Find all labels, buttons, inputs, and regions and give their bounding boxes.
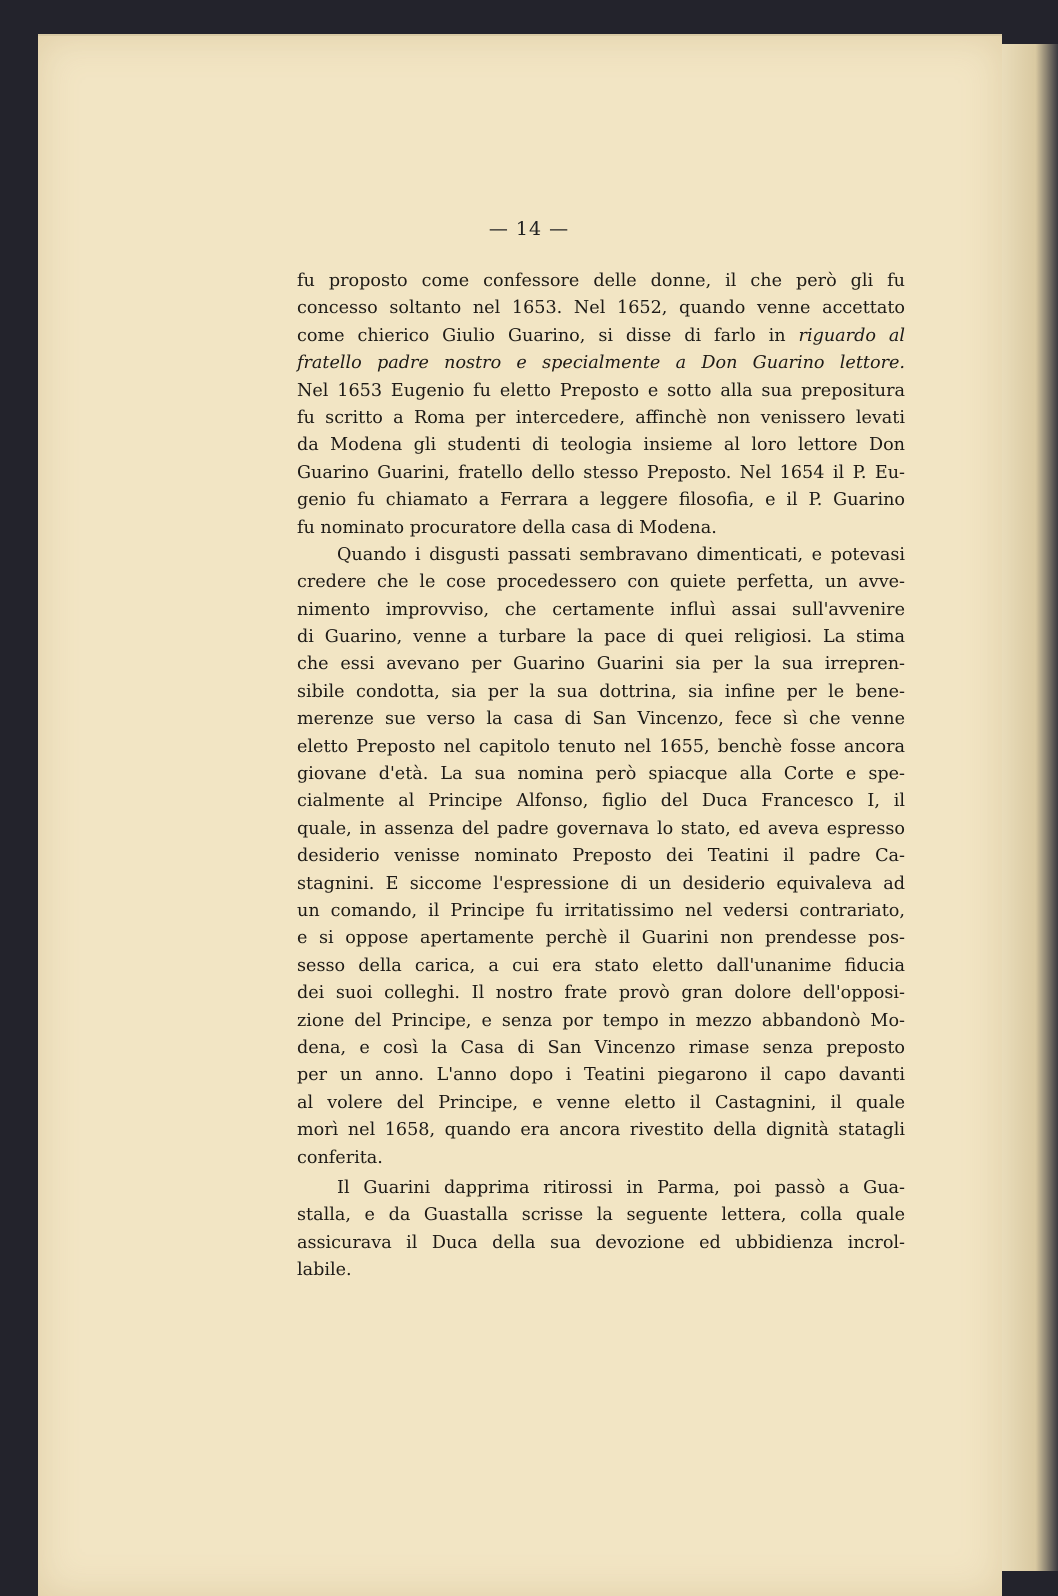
text-line (297, 1008, 905, 1035)
line-text: al volere del Principe, e venne eletto il Castagnini, il quale (297, 1092, 905, 1113)
line-text: di Guarino, venne a turbare la pace di quei religiosi. La stima (297, 627, 905, 648)
text-line (297, 487, 905, 514)
line-text: eletto Preposto nel capitolo tenuto nel 1655, benchè fosse ancora (297, 736, 905, 757)
text-line (297, 295, 905, 322)
line-text: genio fu chiamato a Ferrara a leggere filosofia, e il P. Guarino (297, 490, 905, 511)
line-text: quale, in assenza del padre governava lo stato, ed aveva espresso (297, 818, 905, 839)
text-line (297, 816, 905, 843)
text-line (297, 734, 905, 761)
line-text: sibile condotta, sia per la sua dottrina, sia infine per le bene- (297, 681, 905, 702)
line-text: nimento improvviso, che certamente influì assai sull'avvenire (297, 599, 905, 620)
text-line (297, 1145, 905, 1172)
text-line (297, 405, 905, 432)
text-line (297, 871, 905, 898)
text-line (297, 323, 905, 350)
line-text: stalla, e da Guastalla scrisse la seguente lettera, colla quale (297, 1205, 905, 1226)
text-line (297, 1175, 905, 1202)
italic-quote: riguardo al (798, 325, 905, 346)
line-text: per un anno. L'anno dopo i Teatini piegarono il capo davanti (297, 1065, 905, 1086)
next-page-edge (1002, 44, 1058, 1571)
text-line (297, 1117, 905, 1144)
line-text: stagnini. E siccome l'espressione di un desiderio equivaleva ad (297, 873, 905, 894)
line-text: credere che le cose procedessero con quiete perfetta, un avve- (297, 572, 905, 593)
text-line (297, 953, 905, 980)
text-line (297, 515, 905, 542)
text-line (297, 597, 905, 624)
line-text: Il Guarini dapprima ritirossi in Parma, poi passò a Gua- (337, 1177, 905, 1198)
line-text: che essi avevano per Guarino Guarini sia per la sua irrepren- (297, 654, 905, 675)
text-line (297, 1202, 905, 1229)
line-text: conferita. (297, 1147, 383, 1168)
line-text: desiderio venisse nominato Preposto dei Teatini il padre Ca- (297, 846, 905, 867)
page-number: — 14 — (488, 218, 570, 240)
line-text: dei suoi colleghi. Il nostro frate provò gran dolore dell'opposi- (297, 983, 905, 1004)
text-line (297, 432, 905, 459)
line-text: cialmente al Principe Alfonso, figlio del Duca Francesco I, il (297, 791, 905, 812)
line-text: dena, e così la Casa di San Vincenzo rimase senza preposto (297, 1037, 905, 1058)
text-line (297, 460, 905, 487)
text-line (297, 898, 905, 925)
text-line (297, 980, 905, 1007)
line-text: fu nominato procuratore della casa di Modena. (297, 517, 717, 538)
line-text: sesso della carica, a cui era stato eletto dall'unanime fiducia (297, 955, 905, 976)
text-line (297, 624, 905, 651)
italic-quote: fratello padre nostro e specialmente a Don Guarino lettore. (297, 353, 905, 374)
body-text (297, 268, 905, 1284)
text-line (297, 1257, 905, 1284)
line-text: un comando, il Principe fu irritatissimo nel vedersi contrariato, (297, 900, 905, 921)
text-line (297, 350, 905, 377)
text-line (297, 679, 905, 706)
line-text: zione del Principe, e senza por tempo in mezzo abbandonò Mo- (297, 1010, 905, 1031)
line-text: concesso soltanto nel 1653. Nel 1652, quando venne accettato (297, 298, 905, 319)
line-text: come chierico Giulio Guarino, si disse di farlo in (297, 325, 799, 346)
line-text: e si oppose apertamente perchè il Guarini non prendesse pos- (297, 928, 905, 949)
line-text: fu proposto come confessore delle donne, il che però gli fu (297, 271, 905, 291)
text-line (297, 542, 905, 569)
text-line (297, 569, 905, 596)
line-text: labile. (297, 1260, 352, 1281)
text-line (297, 651, 905, 678)
line-text: Nel 1653 Eugenio fu eletto Preposto e sotto alla sua prepositura (297, 380, 905, 401)
text-line (297, 378, 905, 405)
line-text: da Modena gli studenti di teologia insieme al loro lettore Don (297, 435, 905, 456)
line-text: Quando i disgusti passati sembravano dimenticati, e potevasi (337, 544, 905, 565)
text-line (297, 706, 905, 733)
text-line (297, 925, 905, 952)
text-line (297, 761, 905, 788)
text-line (297, 788, 905, 815)
text-line (297, 843, 905, 870)
text-line (297, 1230, 905, 1257)
text-line (297, 1035, 905, 1062)
line-text: fu scritto a Roma per intercedere, affinchè non venissero levati (297, 407, 905, 428)
line-text: morì nel 1658, quando era ancora rivestito della dignità statagli (297, 1120, 905, 1141)
line-text: merenze sue verso la casa di San Vincenzo, fece sì che venne (297, 709, 905, 730)
text-line (297, 1062, 905, 1089)
text-line (297, 268, 905, 295)
line-text: assicurava il Duca della sua devozione ed ubbidienza incrol- (297, 1232, 905, 1253)
line-text: giovane d'età. La sua nomina però spiacque alla Corte e spe- (297, 764, 905, 785)
text-line (297, 1090, 905, 1117)
line-text: Guarino Guarini, fratello dello stesso Preposto. Nel 1654 il P. Eu- (297, 462, 905, 483)
